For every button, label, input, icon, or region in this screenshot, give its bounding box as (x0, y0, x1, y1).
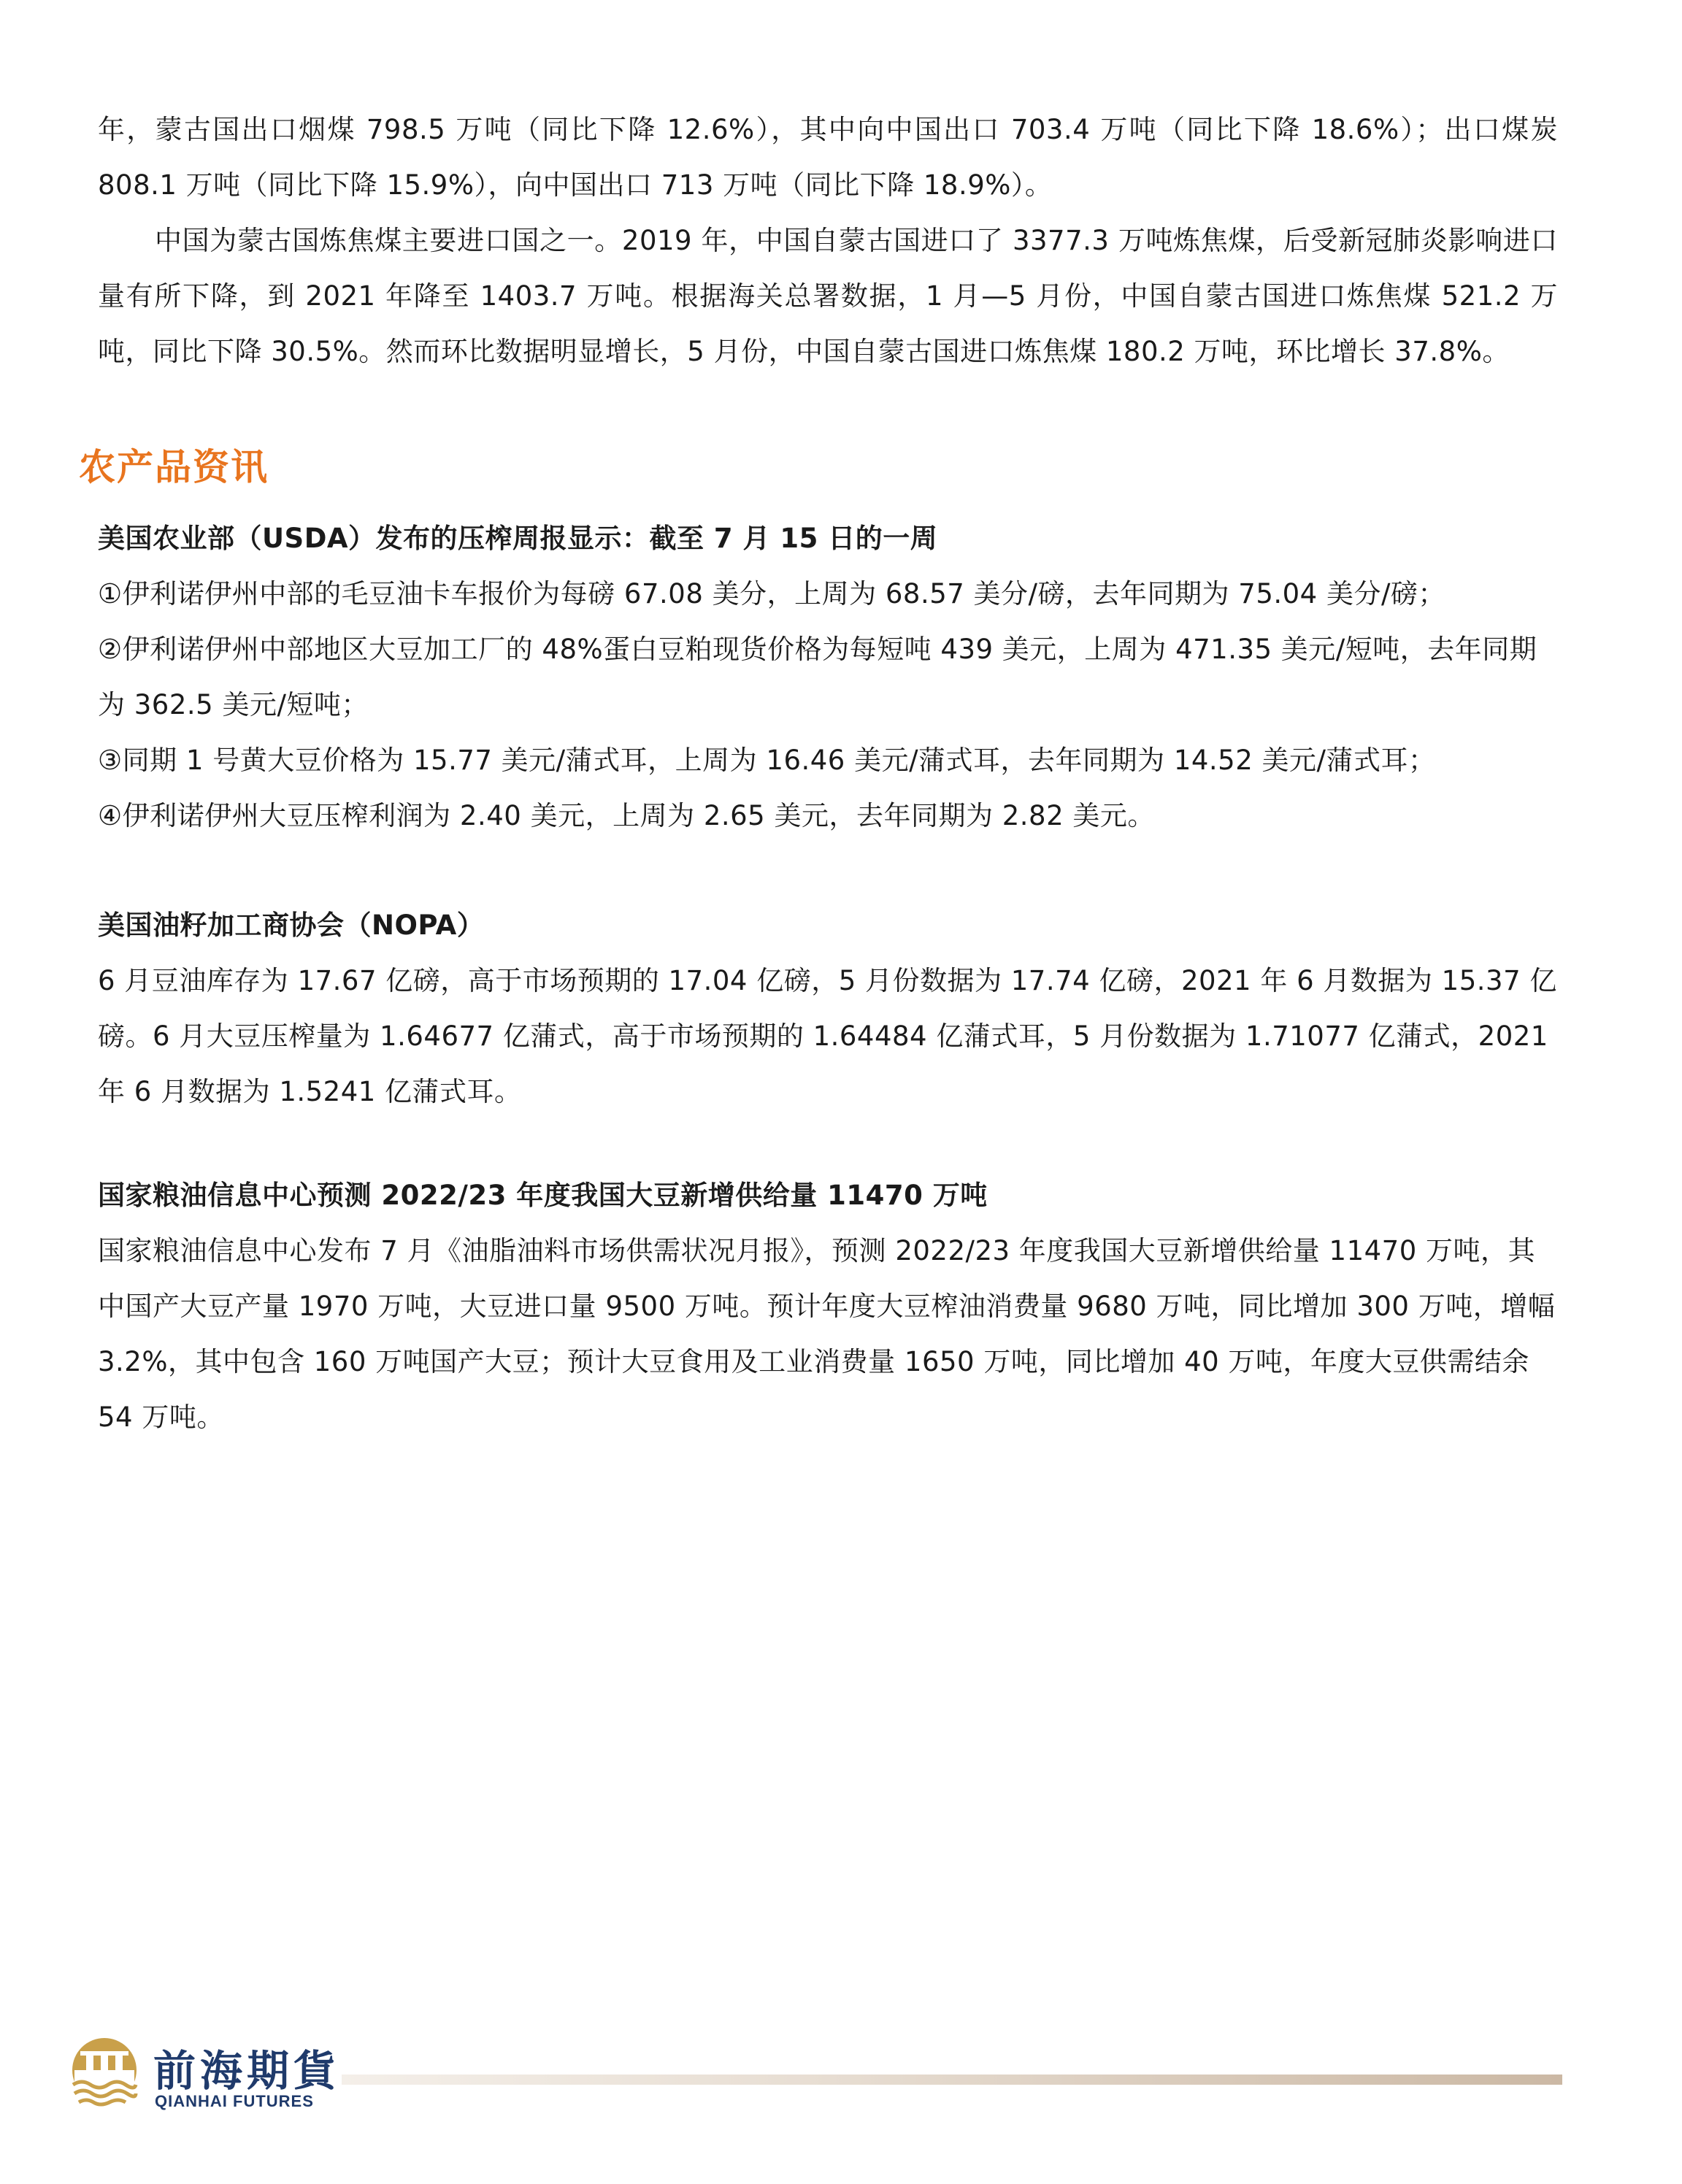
grain-heading: 国家粮油信息中心预测 2022/23 年度我国大豆新增供给量 11470 万吨 (98, 1180, 988, 1211)
intro-paragraph-2: 中国为蒙古国炼焦煤主要进口国之一。2019 年，中国自蒙古国进口了 3377.3 万吨炼焦煤，后受新冠肺炎影响进口量有所下降，到 2021 年降至 1403.7 万吨。根据海关总署数据，1 月—5 月份，中国自蒙古国进口炼焦煤 521.2 万吨，同比下降 30.5%。然而环比数据明显增长，5 月份，中国自蒙古国进口炼焦煤 180.2 万吨，环比增长 37.8%。 (98, 225, 1558, 367)
qianhai-logo-icon (64, 2034, 145, 2114)
intro-paragraph-1: 年，蒙古国出口烟煤 798.5 万吨（同比下降 12.6%），其中向中国出口 703.4 万吨（同比下降 18.6%）；出口煤炭 808.1 万吨（同比下降 15.9%），向中国出口 713 万吨（同比下降 18.9%）。 (98, 114, 1558, 201)
grain-section (98, 1168, 1558, 1445)
logo-text-en: QIANHAI FUTURES (155, 2092, 314, 2110)
usda-heading: 美国农业部（USDA）发布的压榨周报显示：截至 7 月 15 日的一周 (98, 523, 938, 554)
section-title: 农产品资讯 (79, 446, 269, 488)
grain-body: 国家粮油信息中心发布 7 月《油脂油料市场供需状况月报》，预测 2022/23 年度我国大豆新增供给量 11470 万吨，其中国产大豆产量 1970 万吨，大豆进口量 9500 万吨。预计年度大豆榨油消费量 9680 万吨，同比增加 300 万吨，增幅 3.2%，其中包含 160 万吨国产大豆；预计大豆食用及工业消费量 1650 万吨，同比增加 40 万吨，年度大豆供需结余 54 万吨。 (98, 1235, 1556, 1433)
usda-section (98, 511, 1558, 844)
logo-text-cn: 前海期貨 (153, 2046, 341, 2096)
footer-divider (342, 2075, 1562, 2085)
nopa-heading: 美国油籽加工商协会（NOPA） (98, 910, 485, 941)
nopa-body: 6 月豆油库存为 17.67 亿磅，高于市场预期的 17.04 亿磅，5 月份数据为 17.74 亿磅，2021 年 6 月数据为 15.37 亿磅。6 月大豆压榨量为 1.64677 亿蒲式，高于市场预期的 1.64484 亿蒲式耳，5 月份数据为 1.71077 亿蒲式，2021 年 6 月数据为 1.5241 亿蒲式耳。 (98, 965, 1557, 1107)
usda-item-3: ③同期 1 号黄大豆价格为 15.77 美元/蒲式耳，上周为 16.46 美元/蒲式耳，去年同期为 14.52 美元/蒲式耳； (98, 745, 1436, 776)
usda-item-4: ④伊利诺伊州大豆压榨利润为 2.40 美元，上周为 2.65 美元，去年同期为 2.82 美元。 (98, 800, 1155, 831)
page-footer (64, 2026, 1597, 2129)
intro-text (98, 102, 1558, 380)
usda-item-1: ①伊利诺伊州中部的毛豆油卡车报价为每磅 67.08 美分，上周为 68.57 美分/磅，去年同期为 75.04 美分/磅； (98, 578, 1445, 610)
usda-item-2: ②伊利诺伊州中部地区大豆加工厂的 48%蛋白豆粕现货价格为每短吨 439 美元，上周为 471.35 美元/短吨，去年同期为 362.5 美元/短吨； (98, 634, 1537, 720)
nopa-section (98, 898, 1558, 1120)
